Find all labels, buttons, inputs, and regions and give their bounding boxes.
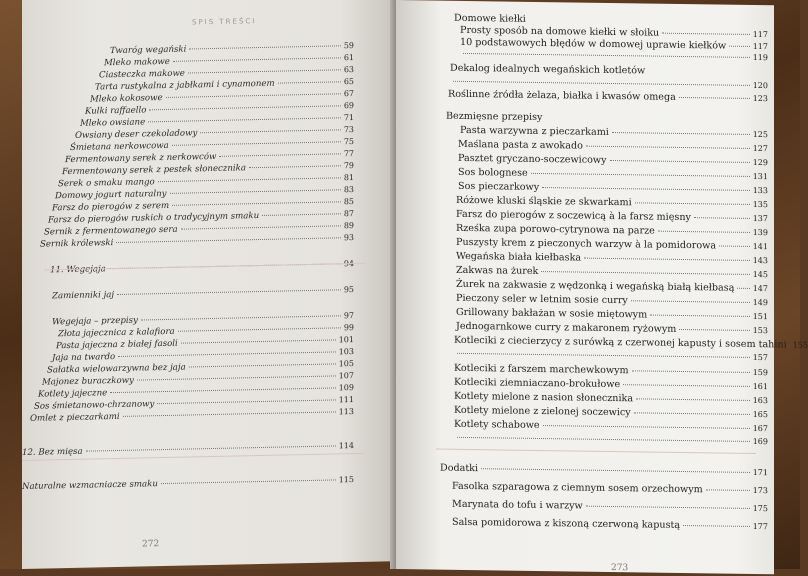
toc-entry-page: 161 [752, 381, 768, 392]
toc-entry-page: 135 [752, 199, 768, 210]
toc-entry-title: Fasolka szparagowa z ciemnym sosem orzechowym [452, 480, 703, 496]
toc-entry [456, 307, 768, 322]
toc-entry [458, 167, 768, 182]
toc-dot-leader [610, 160, 750, 163]
toc-entry-title: Dodatki [440, 462, 479, 475]
toc-dot-leader [189, 363, 336, 367]
toc-entry [458, 153, 768, 168]
toc-entry-page: 79 [343, 161, 354, 171]
toc-dot-leader [157, 399, 335, 404]
toc-entry-title: Pieczony seler w letnim sosie curry [456, 292, 628, 307]
toc-dot-leader [161, 479, 336, 484]
toc-entry-page: 175 [752, 503, 768, 514]
toc-entry [448, 89, 768, 104]
toc-entry-page: 94 [343, 259, 354, 269]
toc-entry-title: Wegańska biała kiełbaska [456, 250, 582, 264]
toc-dot-leader [541, 271, 749, 275]
toc-dot-leader [172, 201, 341, 206]
toc-entry-title: 12. Bez mięsa [22, 446, 83, 458]
toc-entry-page: 101 [338, 335, 354, 345]
toc-dot-leader [181, 225, 341, 229]
toc-entry-page: 69 [343, 101, 354, 111]
toc-entry [456, 321, 768, 336]
toc-entry-page: 67 [343, 89, 354, 99]
toc-entry-title: Pasta jajeczna z białej fasoli [56, 338, 178, 352]
toc-entry-title: Salsa pomidorowa z kiszoną czerwoną kapustą [452, 516, 681, 531]
toc-entry-page: 141 [752, 241, 768, 252]
toc-dot-leader [219, 153, 340, 157]
toc-entry-title: Kulki raffaello [85, 105, 147, 117]
toc-entry-title: Puszysty krem z pieczonych warzyw à la pomidorowa [456, 236, 717, 252]
toc-entry-page: 171 [752, 467, 768, 478]
toc-dot-leader [658, 231, 750, 233]
toc-entry [454, 334, 808, 351]
toc-entry-title: Marynata do tofu i warzyw [452, 498, 583, 512]
toc-entry-page: 163 [752, 395, 768, 406]
toc-entry-title: Farsz do pierogów ruskich o tradycyjnym smaku [48, 211, 260, 226]
toc-entry-page: 151 [752, 311, 768, 322]
toc-entry-page: 149 [752, 297, 768, 308]
toc-dot-leader [170, 189, 341, 194]
toc-dot-leader [584, 258, 750, 261]
toc-entry-title: Śmietana nerkowcowa [70, 140, 169, 153]
toc-entry [454, 349, 768, 362]
toc-dot-leader [110, 387, 336, 393]
toc-entry-title: Sernik królewski [40, 238, 114, 250]
toc-entry-title: Kotlety mielone z zielonej soczewicy [454, 404, 631, 419]
toc-entry-title: Serek o smaku mango [58, 177, 155, 190]
toc-entry-page: 71 [343, 113, 354, 123]
toc-entry-page: 129 [752, 157, 768, 168]
toc-dot-leader [149, 105, 340, 110]
toc-dot-leader [262, 213, 341, 216]
toc-entry [456, 251, 768, 266]
toc-dot-leader [116, 237, 340, 243]
toc-dot-leader [481, 468, 750, 473]
toc-entry-title: Sałatka wielowarzywna bez jaja [47, 362, 186, 376]
toc-entry [456, 195, 768, 210]
toc-entry-title: Kotlety schabowe [454, 418, 540, 432]
toc-entry-page: 63 [343, 65, 354, 75]
toc-entry-title: Ciasteczka makowe [99, 68, 185, 81]
toc-entry-page: 123 [752, 93, 768, 104]
toc-dot-leader [453, 81, 750, 86]
toc-entry-title: Omlet z pieczarkami [30, 411, 120, 424]
toc-dot-leader [178, 327, 341, 331]
toc-entry [458, 139, 768, 154]
toc-entry-page: 97 [343, 311, 354, 321]
toc-entry-page: 159 [752, 367, 768, 378]
toc-entry-title: Fermentowany serek z nerkowców [65, 151, 217, 166]
toc-entry-page: 155 [792, 340, 808, 350]
page-header: SPIS TREŚCI [192, 17, 257, 27]
toc-entry [452, 499, 768, 514]
toc-entry-title: Twaróg wegański [110, 44, 187, 57]
toc-entry-title: Rześka zupa porowo-cytrynowa na parze [456, 222, 655, 237]
toc-entry-title: Zakwas na żurek [456, 264, 539, 277]
toc-dot-leader [457, 437, 750, 442]
toc-entry-page: 73 [343, 125, 354, 135]
toc-entry-page: 153 [752, 325, 768, 336]
toc-entry [454, 363, 768, 378]
toc-entry-title: Tarta rustykalna z jabłkami i cynamonem [95, 78, 275, 93]
toc-entry-title: Kotleciki ziemniaczano-brokułowe [454, 376, 621, 391]
toc-entry-title: Kotlety mielone z nasion słonecznika [454, 390, 634, 405]
toc-entry-title: Roślinne źródła żelaza, białka i kwasów omega [448, 88, 676, 103]
toc-entry [456, 237, 768, 252]
toc-entry-title: Kotlety jajeczne [38, 388, 108, 400]
toc-entry-title: Pasztet gryczano-soczewicowy [458, 152, 607, 166]
toc-entry [460, 125, 768, 140]
toc-dot-leader [457, 353, 750, 358]
toc-entry-page: 165 [752, 409, 768, 420]
toc-entry-title: Mleko makowe [104, 56, 170, 69]
toc-entry-title: Sos pieczarkowy [458, 180, 540, 193]
toc-dot-leader [543, 425, 750, 429]
toc-entry-page: 89 [343, 221, 354, 231]
toc-entry-page: 139 [752, 227, 768, 238]
toc-entry [454, 419, 768, 434]
toc-entry-page: 117 [752, 29, 768, 40]
toc-dot-leader [719, 246, 750, 247]
toc-entry-title: Jednogarnkowe curry z makaronem ryżowym [456, 320, 677, 335]
toc-dot-leader [278, 81, 341, 83]
toc-entry [22, 475, 354, 492]
section-divider [436, 449, 756, 454]
toc-entry-title: Zamienniki jaj [52, 290, 115, 302]
toc-entry-page: 167 [752, 423, 768, 434]
toc-entry-page: 127 [752, 143, 768, 154]
toc-entry-page: 109 [338, 383, 354, 393]
toc-entry-page: 85 [343, 197, 354, 207]
toc-entry-title: Mleko owsiane [80, 117, 146, 129]
toc-dot-leader [662, 33, 750, 35]
toc-dot-leader [148, 117, 341, 122]
toc-entry-title: Sos bolognese [458, 166, 528, 179]
toc-entry-page: 120 [752, 80, 768, 91]
page-number-left: 272 [142, 539, 160, 550]
toc-entry [454, 377, 768, 392]
toc-entry-title: Majonez buraczkowy [42, 375, 134, 388]
toc-entry-title: Owsiany deser czekoladowy [75, 128, 198, 141]
toc-entry-title: Grillowany bakłażan w sosie miętowym [456, 306, 648, 321]
left-book-page [22, 0, 394, 569]
toc-dot-leader [188, 69, 341, 73]
toc-dot-leader [181, 339, 336, 343]
toc-dot-leader [706, 489, 750, 491]
toc-dot-leader [141, 315, 341, 320]
toc-entry [454, 405, 768, 420]
right-book-page [396, 0, 808, 574]
toc-entry [452, 517, 768, 532]
toc-entry-page: 103 [338, 347, 354, 357]
toc-entry-title: Mleko kokosowe [90, 93, 163, 105]
toc-entry [456, 293, 768, 308]
toc-entry [450, 63, 768, 78]
toc-entry-page: 131 [752, 171, 768, 182]
toc-entry-page: 114 [338, 441, 354, 451]
toc-dot-leader [249, 165, 341, 168]
toc-dot-leader [173, 57, 341, 62]
toc-entry-title: 11. Wegejaja [50, 264, 106, 276]
toc-entry-page: 75 [343, 137, 354, 147]
toc-entry-page: 93 [343, 233, 354, 243]
toc-entry-title: Różowe kluski śląskie ze skwarkami [456, 194, 632, 209]
toc-entry-title: Naturalne wzmacniacze smaku [22, 479, 158, 492]
toc-dot-leader [737, 288, 749, 289]
toc-dot-leader [586, 146, 750, 149]
toc-dot-leader [679, 329, 749, 331]
toc-entry-title: Farsz do pierogów z serem [52, 200, 170, 214]
toc-entry [450, 77, 768, 90]
toc-entry-page: 59 [343, 41, 354, 51]
toc-entry [456, 265, 768, 280]
toc-entry [456, 209, 768, 224]
toc-entry-page: 145 [752, 269, 768, 280]
toc-entry-page: 147 [752, 283, 768, 294]
toc-dot-leader [650, 315, 750, 317]
toc-dot-leader [166, 93, 341, 98]
toc-entry-title: Sernik z fermentowanego sera [44, 224, 178, 238]
toc-entry [52, 285, 354, 301]
toc-entry-page: 173 [752, 485, 768, 496]
toc-dot-leader [612, 132, 750, 135]
toc-dot-leader [118, 351, 336, 357]
toc-dot-leader [189, 45, 340, 49]
toc-entry-title: Farsz do pierogów z soczewicą à la farsz mięsny [456, 208, 691, 224]
toc-entry [454, 391, 768, 406]
toc-entry-title: Jaja na twardo [52, 352, 116, 364]
toc-entry-page: 87 [343, 209, 354, 219]
toc-entry-title: Dekalog idealnych wegańskich kotletów [450, 62, 646, 77]
toc-entry-page: 117 [752, 41, 768, 52]
toc-entry-page: 95 [343, 285, 354, 295]
toc-entry [452, 481, 768, 496]
toc-entry-title: Domowe kiełki [454, 12, 526, 25]
toc-entry-title: Złota jajecznica z kalafiora [58, 326, 175, 340]
toc-entry-title: Fermentowany serek z pestek słonecznika [62, 163, 246, 178]
toc-entry [458, 181, 768, 196]
toc-entry-title: Bezmięsne przepisy [446, 110, 543, 124]
toc-entry-title: Pasta warzywna z pieczarkami [460, 124, 609, 138]
toc-entry-title: Prosty sposób na domowe kiełki w słoiku [460, 24, 660, 39]
toc-dot-leader [542, 187, 750, 191]
toc-dot-leader [158, 177, 341, 182]
toc-dot-leader [117, 289, 341, 295]
toc-entry-page: 177 [752, 521, 768, 532]
toc-dot-leader [172, 141, 341, 146]
toc-entry [456, 279, 768, 294]
toc-dot-leader [635, 202, 750, 205]
toc-entry [440, 463, 768, 479]
toc-entry [22, 441, 354, 458]
toc-entry [456, 223, 768, 238]
toc-dot-leader [679, 97, 750, 99]
toc-dot-leader [200, 129, 341, 133]
toc-entry-page: 133 [752, 185, 768, 196]
toc-entry-page: 107 [338, 371, 354, 381]
toc-dot-leader [463, 53, 750, 58]
toc-entry-page: 61 [343, 53, 354, 63]
toc-entry-page: 77 [343, 149, 354, 159]
toc-entry-page: 169 [752, 436, 768, 447]
toc-entry-page: 65 [343, 77, 354, 87]
toc-entry-page: 137 [752, 213, 768, 224]
toc-dot-leader [634, 412, 750, 415]
toc-entry-title: Kotleciki z farszem marchewkowym [454, 362, 629, 377]
toc-entry-page: 119 [752, 52, 768, 63]
toc-entry-page: 81 [343, 173, 354, 183]
toc-dot-leader [631, 300, 750, 303]
toc-entry-page: 99 [343, 323, 354, 333]
toc-entry-page: 125 [752, 129, 768, 140]
toc-dot-leader [632, 370, 750, 373]
toc-entry-page: 115 [338, 475, 354, 485]
toc-dot-leader [586, 506, 750, 509]
toc-dot-leader [683, 525, 750, 527]
toc-entry-page: 111 [338, 395, 354, 405]
toc-dot-leader [729, 46, 750, 47]
toc-dot-leader [636, 398, 750, 401]
toc-entry-title: Wegejaja – przepisy [52, 315, 138, 328]
toc-entry-title: Sos śmietanowo-chrzanowy [34, 399, 155, 412]
toc-dot-leader [86, 445, 336, 451]
toc-dot-leader [531, 173, 750, 177]
toc-entry-page: 105 [338, 359, 354, 369]
toc-dot-leader [137, 375, 336, 380]
toc-entry-page: 143 [752, 255, 768, 266]
toc-dot-leader [694, 217, 750, 219]
toc-dot-leader [123, 411, 336, 416]
toc-entry-page: 113 [338, 407, 354, 417]
toc-entry-title: 10 podstawowych błędów w domowej uprawie kiełków [460, 36, 727, 52]
toc-entry-page: 83 [343, 185, 354, 195]
toc-entry-page: 157 [752, 352, 768, 363]
toc-entry-title: Żurek na zakwasie z wędzonką i wegańską białą kiełbasą [456, 278, 735, 294]
toc-entry [446, 111, 768, 126]
toc-entry [454, 433, 768, 446]
toc-entry-title: Maślana pasta z awokado [458, 138, 583, 152]
toc-dot-leader [623, 384, 750, 387]
toc-entry-title: Kotleciki z ciecierzycy z surówką z czerwonej kapusty i sosem tahini [454, 334, 787, 351]
page-number-right: 273 [611, 563, 629, 574]
toc-entry-title: Domowy jogurt naturalny [55, 188, 167, 202]
